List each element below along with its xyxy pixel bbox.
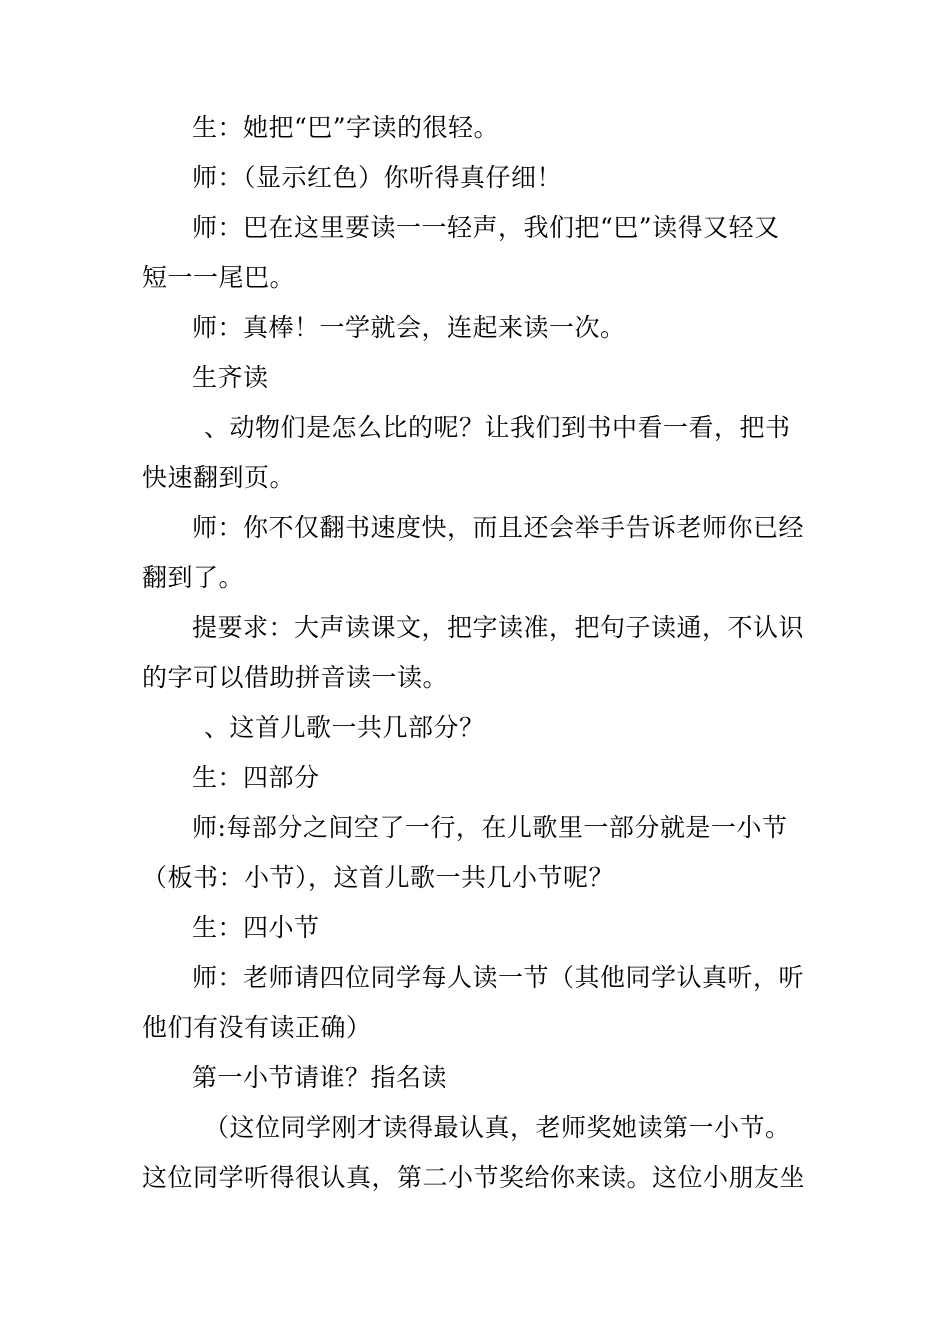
text-line: 生：四部分 <box>192 763 320 792</box>
text-line: 他们有没有读正确） <box>142 1013 372 1042</box>
text-line: （板书：小节），这首儿歌一共几小节呢？ <box>142 863 615 892</box>
text-line: 师：老师请四位同学每人读一节（其他同学认真听，听 <box>192 963 805 992</box>
text-line: 师：真棒！一学就会，连起来读一次。 <box>192 313 626 342</box>
text-line: （这位同学刚才读得最认真，老师奖她读第一小节。 <box>204 1113 791 1142</box>
text-line: 师：你不仅翻书速度快，而且还会举手告诉老师你已经 <box>192 513 805 542</box>
text-line: 生：她把“巴”字读的很轻。 <box>192 113 500 142</box>
text-line: 的字可以借助拼音读一读。 <box>142 663 449 692</box>
text-line: 师:每部分之间空了一行，在儿歌里一部分就是一小节 <box>192 813 788 842</box>
text-line: 这位同学听得很认真，第二小节奖给你来读。这位小朋友坐 <box>142 1163 806 1192</box>
text-line: 第一小节请谁？指名读 <box>192 1063 448 1092</box>
text-line: 短一一尾巴。 <box>142 263 296 292</box>
text-line: 快速翻到页。 <box>142 463 296 492</box>
text-line: 、动物们是怎么比的呢？让我们到书中看一看，把书 <box>204 413 791 442</box>
text-line: 提要求：大声读课文，把字读准，把句子读通，不认识 <box>192 613 805 642</box>
text-line: 生齐读 <box>192 363 269 392</box>
text-line: 师：巴在这里要读一一轻声，我们把“巴”读得又轻又 <box>192 213 780 242</box>
text-line: 、这首儿歌一共几部分？ <box>204 713 485 742</box>
text-line: 师：（显示红色）你听得真仔细！ <box>192 163 563 192</box>
text-line: 生：四小节 <box>192 913 320 942</box>
text-line: 翻到了。 <box>142 563 245 592</box>
